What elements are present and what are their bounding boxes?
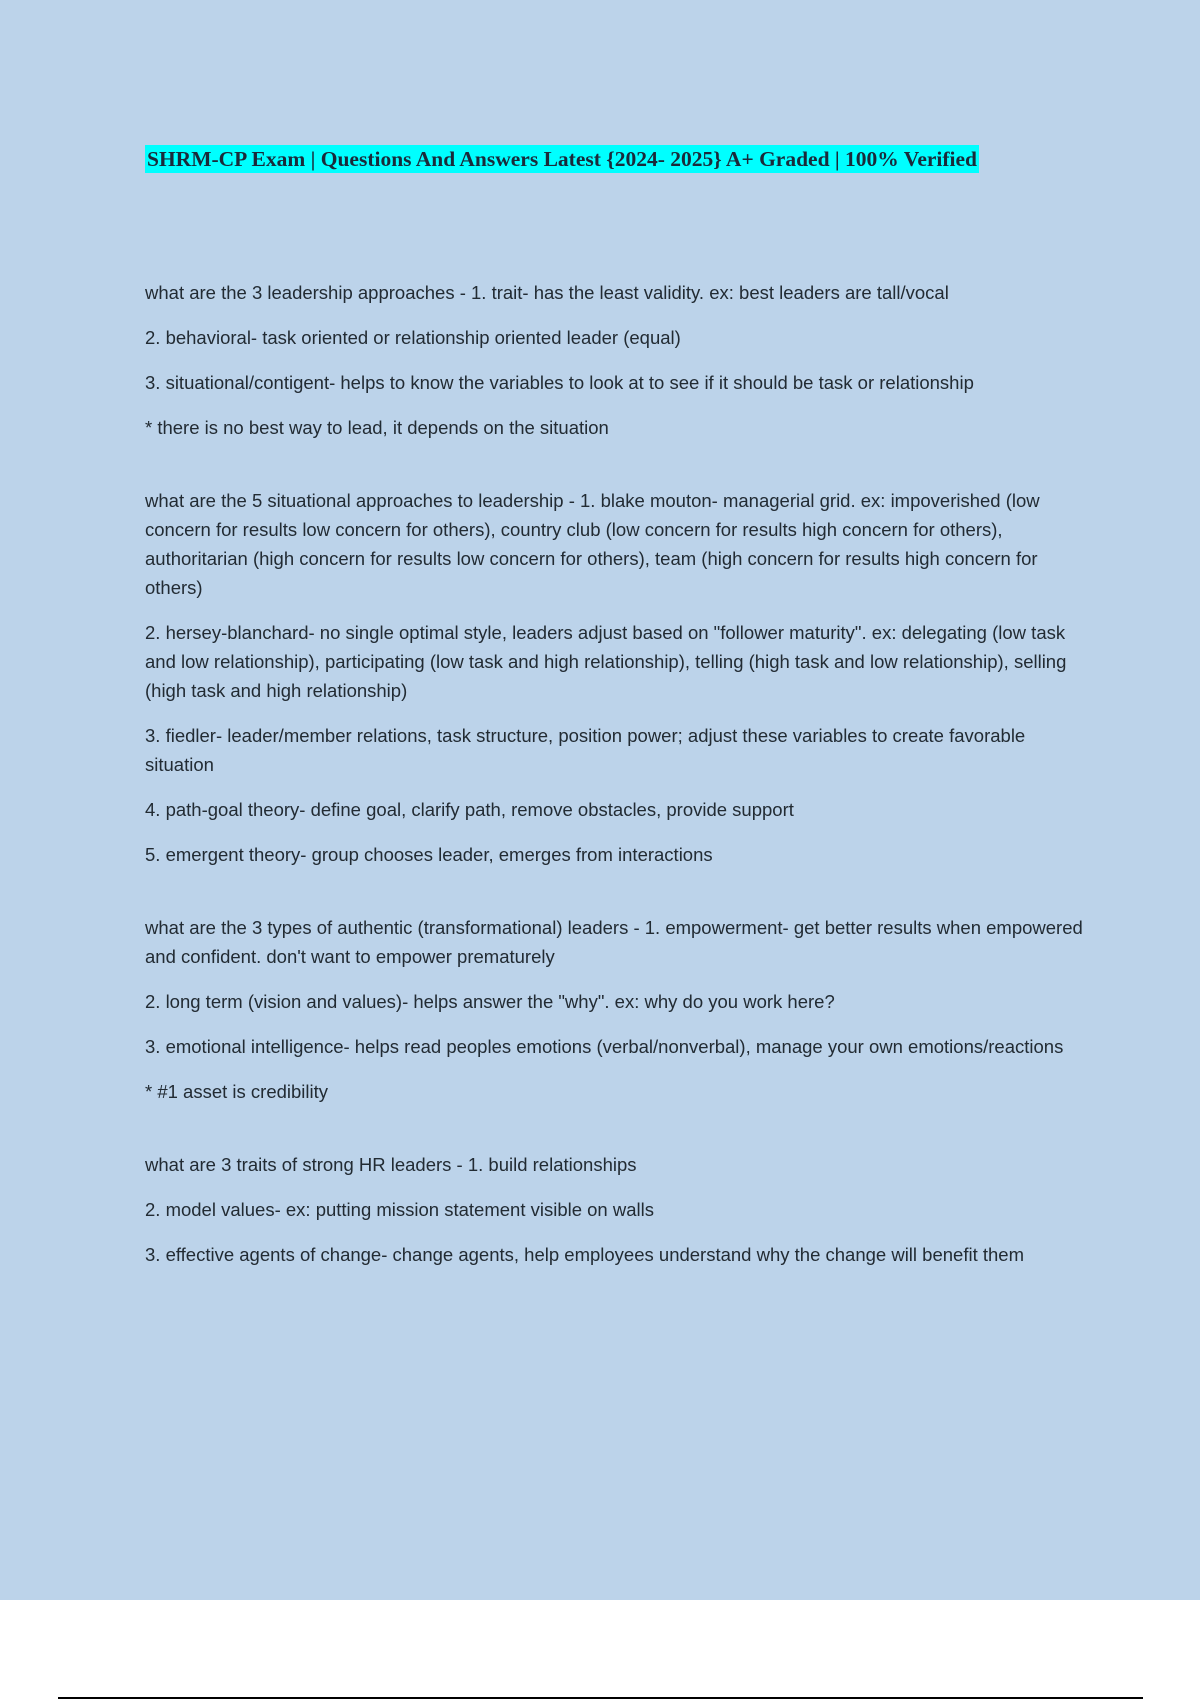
answer-paragraph: 2. long term (vision and values)- helps answer the "why". ex: why do you work here?: [145, 991, 835, 1012]
question-paragraph: what are the 5 situational approaches to leadership - 1. blake mouton- managerial grid. ex: impoverished (low concern for results low concern for others), country club (low concern for results high concern for others), authoritarian (high concern for results low concern for others), team (high concern for results high concern for others): [145, 490, 1040, 598]
question-paragraph: what are the 3 leadership approaches - 1. trait- has the least validity. ex: best leaders are tall/vocal: [145, 282, 949, 303]
answer-paragraph: 3. fiedler- leader/member relations, task structure, position power; adjust these variables to create favorable situation: [145, 725, 1026, 775]
qa-section-leadership-approaches: [145, 278, 1093, 442]
document-title: SHRM-CP Exam | Questions And Answers Latest {2024- 2025} A+ Graded | 100% Verified: [147, 147, 978, 171]
answer-paragraph: 2. hersey-blanchard- no single optimal style, leaders adjust based on "follower maturity". ex: delegating (low task and low relationship), participating (low task and high relationship), telling (high task and low relationship), selling (high task and high relationship): [145, 622, 1067, 701]
answer-paragraph: 2. behavioral- task oriented or relationship oriented leader (equal): [145, 327, 681, 348]
answer-paragraph: 3. situational/contigent- helps to know the variables to look at to see if it should be task or relationship: [145, 372, 974, 393]
note-paragraph: * #1 asset is credibility: [145, 1081, 329, 1102]
answer-paragraph: 4. path-goal theory- define goal, clarify path, remove obstacles, provide support: [145, 799, 794, 820]
note-paragraph: * there is no best way to lead, it depends on the situation: [145, 417, 609, 438]
question-paragraph: what are the 3 types of authentic (transformational) leaders - 1. empowerment- get better results when empowered and confident. don't want to empower prematurely: [145, 917, 1083, 967]
qa-section-situational-approaches: [145, 486, 1093, 869]
qa-section-authentic-leaders: [145, 913, 1093, 1106]
title-block: [145, 145, 1095, 173]
answer-paragraph: 2. model values- ex: putting mission statement visible on walls: [145, 1199, 654, 1220]
answer-paragraph: 3. effective agents of change- change agents, help employees understand why the change will benefit them: [145, 1244, 1024, 1265]
question-paragraph: what are 3 traits of strong HR leaders - 1. build relationships: [145, 1154, 637, 1175]
qa-section-hr-leader-traits: [145, 1150, 1093, 1269]
document-body: [145, 278, 1093, 1313]
footer-divider: [58, 1697, 1143, 1699]
answer-paragraph: 3. emotional intelligence- helps read peoples emotions (verbal/nonverbal), manage your own emotions/reactions: [145, 1036, 1064, 1057]
answer-paragraph: 5. emergent theory- group chooses leader, emerges from interactions: [145, 844, 713, 865]
